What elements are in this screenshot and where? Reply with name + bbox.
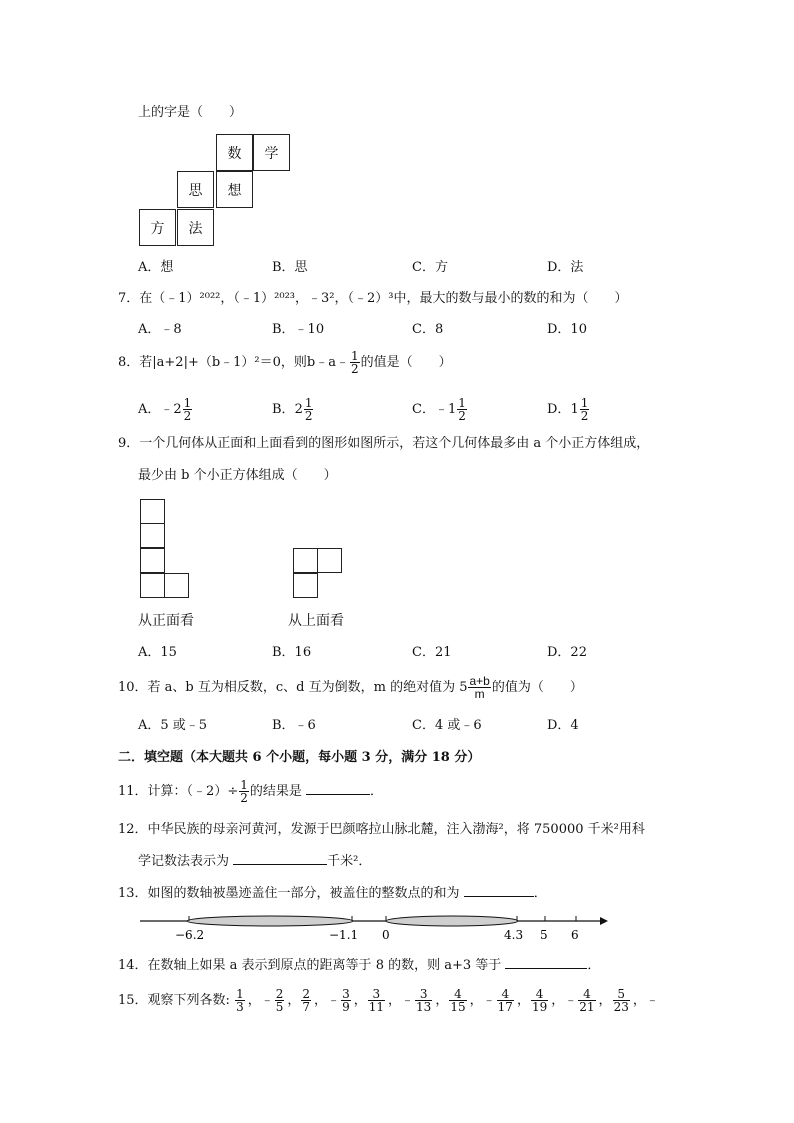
q8-stem: [118, 350, 452, 375]
sequence-term: [314, 987, 352, 1014]
ink-blot-right: [386, 916, 518, 926]
q9-option-b: B．16: [272, 645, 312, 660]
q6-option-d: D．法: [547, 260, 584, 275]
term-sign: ﹣: [564, 993, 578, 1008]
q9-stem-line2: 最少由 b 个小正方体组成（ ）: [138, 468, 337, 483]
q9-option-d: D．22: [547, 645, 587, 660]
tick-label: 6: [571, 928, 579, 942]
sequence-term: [435, 987, 467, 1014]
q10-option-d: D．4: [547, 718, 579, 733]
q14-stem: 14．在数轴上如果 a 表示到原点的距离等于 8 的数，则 a+3 等于 ．: [118, 958, 601, 973]
term-fraction: $\frac{1}{3}$: [236, 987, 244, 1014]
sequence-term: [516, 987, 549, 1014]
term-fraction: $\frac{4}{15}$: [450, 987, 466, 1014]
term-separator: ，: [388, 993, 402, 1008]
q14-answer-blank[interactable]: [505, 968, 587, 969]
term-separator: ，: [287, 993, 301, 1008]
q12-stem-line1: 12．中华民族的母亲河黄河，发源于巴颜喀拉山脉北麓，注入渤海²，将 750000 千米²用科: [118, 822, 645, 837]
sequence-term: [388, 987, 433, 1014]
sequence-term: [551, 987, 596, 1014]
term-separator: ，: [247, 993, 261, 1008]
term-fraction: $\frac{5}{23}$: [613, 987, 629, 1014]
section-2-title: 二．填空题（本大题共 6 个小题，每小题 3 分，满分 18 分）: [118, 750, 481, 765]
q7-option-a: A．﹣8: [138, 322, 182, 337]
q13-answer-blank[interactable]: [464, 896, 534, 897]
q13-number-line: [130, 908, 620, 948]
q8-option-b: B．2 $\frac{1}{2}$: [272, 396, 313, 423]
q11-fraction: $\frac{1}{2}$: [240, 778, 248, 805]
top-square: [293, 548, 318, 573]
q10-option-c: C．4 或﹣6: [412, 718, 482, 733]
front-square: [140, 548, 165, 573]
term-sign: ﹣: [260, 993, 274, 1008]
net-cell: 法: [177, 209, 214, 246]
q6-option-a: A．想: [138, 260, 174, 275]
q7-option-b: B．﹣10: [272, 322, 325, 337]
q8-fraction: $\frac{1}{2}$: [351, 349, 359, 376]
sequence-term: [598, 987, 631, 1014]
q10-fraction: $\frac{a+b}{m}$: [469, 674, 490, 701]
q8-option-a: A．﹣2 $\frac{1}{2}$: [138, 396, 192, 423]
sequence-term: [234, 987, 246, 1014]
q8-option-c: C．﹣1 $\frac{1}{2}$: [412, 396, 466, 423]
sequence-term: [287, 987, 312, 1014]
term-separator: ，: [435, 993, 449, 1008]
term-separator: ，: [598, 993, 612, 1008]
front-square: [164, 573, 189, 598]
sequence-term: [353, 987, 386, 1014]
term-separator: ，: [516, 993, 530, 1008]
top-view-label: 从上面看: [288, 613, 344, 629]
q7-option-d: D．10: [547, 322, 587, 337]
net-cell: 方: [139, 209, 176, 246]
term-fraction: $\frac{4}{19}$: [531, 987, 548, 1014]
tick-label: −1.1: [329, 928, 359, 942]
term-separator: ，: [314, 993, 328, 1008]
q8-stem-before: 8．若|a+2|+（b﹣1）²＝0，则b﹣a﹣: [118, 355, 349, 370]
front-square: [140, 523, 165, 548]
q10-stem: 10．若 a、b 互为相反数，c、d 互为倒数，m 的绝对值为 5 $\frac{a+b}{m}$ 的值为（ ）: [118, 674, 583, 701]
q8-stem-after: 的值是（ ）: [360, 355, 452, 370]
net-cell: 学: [253, 134, 290, 171]
term-fraction: $\frac{3}{11}$: [368, 987, 385, 1014]
q8-option-d: D．1 $\frac{1}{2}$: [547, 396, 589, 423]
q11-stem: 11．计算：（﹣2）÷ $\frac{1}{2}$ 的结果是 ．: [118, 778, 384, 805]
q6-option-b: B．思: [272, 260, 308, 275]
term-separator: ，: [469, 993, 483, 1008]
net-cell: 想: [216, 171, 253, 208]
term-sign: ﹣: [401, 993, 415, 1008]
term-separator: ，: [353, 993, 367, 1008]
term-fraction: $\frac{3}{13}$: [416, 987, 432, 1014]
sequence-term: [247, 987, 286, 1014]
axis-arrow-icon: [600, 917, 608, 925]
front-square: [140, 573, 165, 598]
top-square: [317, 548, 342, 573]
term-sign: ﹣: [482, 993, 496, 1008]
q9-option-c: C．21: [412, 645, 452, 660]
q6-stem: 上的字是（ ）: [138, 105, 243, 120]
q10-option-b: B．﹣6: [272, 718, 316, 733]
term-fraction: $\frac{2}{7}$: [302, 987, 311, 1014]
q7-option-c: C．8: [412, 322, 444, 337]
front-view-label: 从正面看: [138, 613, 194, 629]
tick-label: 4.3: [504, 928, 524, 942]
tick-label: 0: [382, 928, 390, 942]
tick-label: −6.2: [175, 928, 205, 942]
term-sign: ﹣: [327, 993, 341, 1008]
front-square: [140, 499, 165, 524]
ink-blot-left: [187, 916, 353, 926]
q9-stem-line1: 9．一个几何体从正面和上面看到的图形如图所示，若这个几何体最多由 a 个小正方体组成，: [118, 436, 650, 451]
term-fraction: $\frac{4}{21}$: [579, 987, 595, 1014]
q7-stem: 7．在（﹣1）²⁰²²，（﹣1）²⁰²³，﹣3²，（﹣2）³中，最大的数与最小的数的和为（ ）: [118, 291, 628, 306]
q12-stem-line2: 学记数法表示为 千米²．: [138, 854, 372, 869]
sequence-term: [469, 987, 515, 1014]
q10-option-a: A．5 或﹣5: [138, 718, 208, 733]
q15-stem: 15．观察下列各数: $\frac{1}{3}$ ，﹣ $\frac{2}{5}$ ， $\frac{2}{7}$ ，﹣ $\frac{3}{9}$ ， $\frac{3}{11}$ ，﹣ $\frac{3}{13}$ ， $\frac{4}{15}$ ，﹣ $\frac{4}{17}$ ， $\frac{4}{19}$ ，﹣ $\frac{4}{21}$ ， $\frac{5}{23}$ ，﹣: [118, 987, 659, 1014]
q9-option-a: A．15: [138, 645, 177, 660]
term-fraction: $\frac{2}{5}$: [275, 987, 284, 1014]
tick-label: 5: [540, 928, 548, 942]
top-square: [293, 573, 318, 598]
term-fraction: $\frac{3}{9}$: [342, 987, 350, 1014]
net-cell: 数: [216, 134, 253, 171]
term-fraction: $\frac{4}{17}$: [497, 987, 513, 1014]
q6-option-c: C．方: [412, 260, 448, 275]
q11-answer-blank[interactable]: [306, 794, 370, 795]
term-separator: ，: [551, 993, 565, 1008]
q12-answer-blank[interactable]: [233, 864, 327, 865]
net-cell: 思: [177, 171, 214, 208]
q13-stem: 13．如图的数轴被墨迹盖住一部分，被盖住的整数点的和为 ．: [118, 886, 547, 901]
